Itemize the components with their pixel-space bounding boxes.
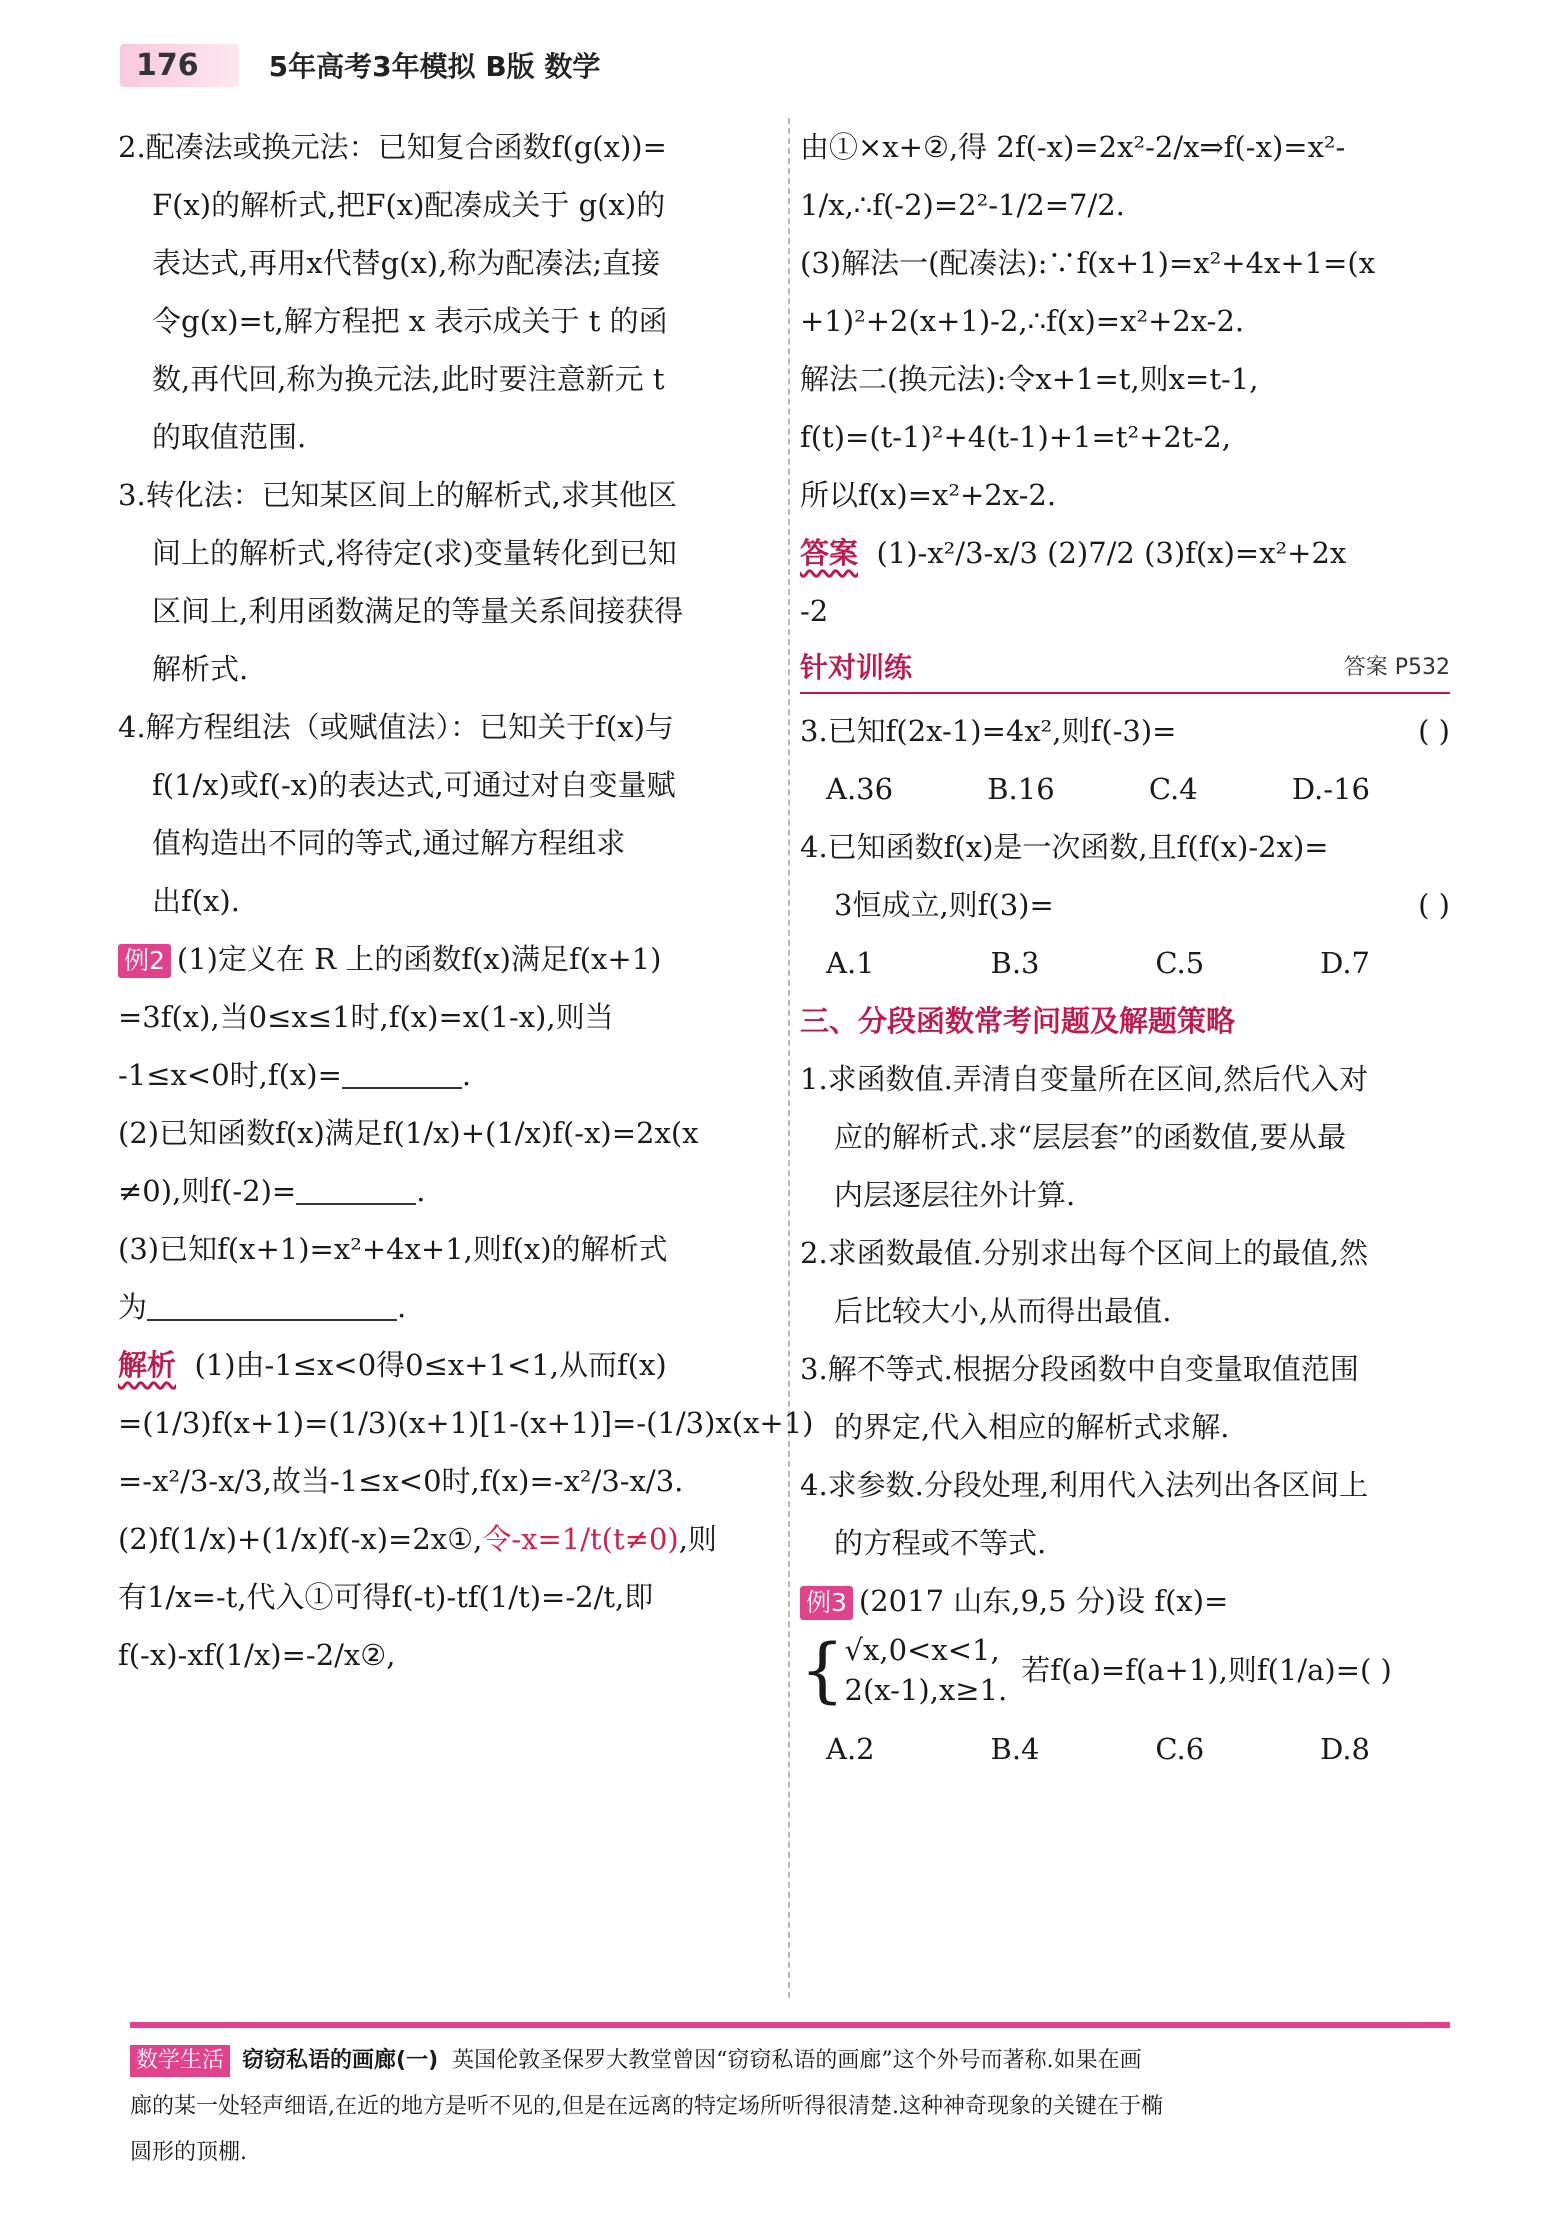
choice-option[interactable]: A.2 — [826, 1732, 875, 1766]
method-line: 解析式. — [152, 652, 249, 686]
condition-text: 若f(a)=f(a+1),则f(1/a)=( ) — [1021, 1653, 1392, 1687]
answer-text: -2 — [800, 594, 829, 628]
solution-line: f(t)=(t-1)²+4(t-1)+1=t²+2t-2, — [800, 420, 1231, 454]
page-number: 176 — [120, 44, 239, 87]
method-line: 间上的解析式,将待定(求)变量转化到已知 — [152, 536, 677, 570]
question-3 — [800, 702, 1450, 760]
choices-q4 — [800, 934, 1450, 992]
strategy-line: 2.求函数最值.分别求出每个区间上的最值,然 — [800, 1236, 1369, 1270]
question-4-cont — [800, 876, 1450, 934]
example-text: (3)已知f(x+1)=x²+4x+1,则f(x)的解析式 — [118, 1232, 668, 1266]
choice-option[interactable]: A.36 — [826, 772, 894, 806]
example-line: 为 . — [118, 1290, 407, 1324]
strategy-line: 3.解不等式.根据分段函数中自变量取值范围 — [800, 1352, 1359, 1386]
method-line: 表达式,再用x代替g(x),称为配凑法;直接 — [152, 246, 661, 280]
analysis-text: (2)f(1/x)+(1/x)f(-x)=2x①, — [118, 1522, 483, 1556]
choice-option[interactable]: A.1 — [826, 946, 875, 980]
strategy-line: 1.求函数值.弄清自变量所在区间,然后代入对 — [800, 1062, 1369, 1096]
analysis-text: =(1/3)f(x+1)=(1/3)(x+1)[1-(x+1)]=-(1/3)x(x+1) — [118, 1406, 814, 1440]
answer-blank[interactable] — [296, 1173, 416, 1205]
method-line: 区间上,利用函数满足的等量关系间接获得 — [152, 594, 684, 628]
solution-line: 1/x,∴f(-2)=2²-1/2=7/2. — [800, 188, 1125, 222]
example-text: 为 — [118, 1290, 148, 1324]
math-life-title: 窃窃私语的画廊(一) — [242, 2048, 439, 2073]
answer-paren[interactable]: ( ) — [1418, 714, 1450, 748]
analysis-text: =-x²/3-x/3,故当-1≤x<0时,f(x)=-x²/3-x/3. — [118, 1464, 684, 1498]
answer-tag: 答案 — [800, 536, 859, 570]
math-life-text: 英国伦敦圣保罗大教堂曾因“窃窃私语的画廊”这个外号而著称.如果在画 — [452, 2048, 1142, 2073]
answer-blank[interactable] — [147, 1289, 397, 1321]
method-line: F(x)的解析式,把F(x)配凑成关于 g(x)的 — [152, 188, 666, 222]
question-text: 3.已知f(2x-1)=4x²,则f(-3)= — [800, 714, 1177, 748]
training-title: 针对训练 — [800, 651, 913, 684]
analysis-text: (1)由-1≤x<0得0≤x+1<1,从而f(x) — [194, 1348, 667, 1382]
choice-option[interactable]: B.4 — [990, 1732, 1040, 1766]
solution-line: +1)²+2(x+1)-2,∴f(x)=x²+2x-2. — [800, 304, 1245, 338]
choice-option[interactable]: C.4 — [1148, 772, 1198, 806]
analysis-line — [118, 1510, 768, 1568]
math-life-text: 廊的某一处轻声细语,在近的地方是听不见的,但是在远离的特定场所听得很清楚.这种神奇现象的关键在于椭 — [130, 2094, 1163, 2119]
strategy-line: 内层逐层往外计算. — [834, 1178, 1076, 1212]
choice-option[interactable]: C.5 — [1155, 946, 1205, 980]
example-text: (2017 山东,9,5 分)设 f(x)= — [858, 1584, 1229, 1618]
strategy-line: 后比较大小,从而得出最值. — [834, 1294, 1172, 1328]
example-text: (2)已知函数f(x)满足f(1/x)+(1/x)f(-x)=2x(x — [118, 1116, 699, 1150]
example-3 — [800, 1572, 1450, 1630]
analysis-tag: 解析 — [118, 1348, 177, 1382]
example-tag: 例3 — [800, 1586, 853, 1620]
math-life-box — [130, 2022, 1450, 2176]
example-text: (1)定义在 R 上的函数f(x)满足f(x+1) — [176, 942, 662, 976]
analysis-text: ,则 — [678, 1522, 717, 1556]
answer-page-ref: 答案 P532 — [1343, 655, 1450, 680]
strategy-line: 4.求参数.分段处理,利用代入法列出各区间上 — [800, 1468, 1369, 1502]
method-line: 的取值范围. — [152, 420, 307, 454]
example-line: ≠0),则f(-2)= . — [118, 1174, 426, 1208]
right-column — [800, 118, 1450, 1778]
question-text: 3恒成立,则f(3)= — [834, 888, 1054, 922]
choice-option[interactable]: B.3 — [990, 946, 1040, 980]
answer-blank[interactable] — [342, 1057, 462, 1089]
solution-line: 解法二(换元法):令x+1=t,则x=t-1, — [800, 362, 1259, 396]
answer-paren[interactable]: ( ) — [1418, 888, 1450, 922]
example-text: -1≤x<0时,f(x)= — [118, 1058, 342, 1092]
left-column — [118, 118, 814, 1684]
solution-line: 由①×x+②,得 2f(-x)=2x²-2/x⇒f(-x)=x²- — [800, 130, 1346, 164]
method-line: 2.配凑法或换元法：已知复合函数f(g(x))= — [118, 130, 667, 164]
answer-text: (1)-x²/3-x/3 (2)7/2 (3)f(x)=x²+2x — [876, 536, 1347, 570]
method-line: 4.解方程组法（或赋值法）：已知关于f(x)与 — [118, 710, 674, 744]
substitution-text: 令-x=1/t(t≠0) — [482, 1522, 679, 1556]
piece-2: 2(x-1),x≥1. — [844, 1673, 1008, 1707]
analysis-text: f(-x)-xf(1/x)=-2/x②, — [118, 1638, 396, 1672]
example-text: =3f(x),当0≤x≤1时,f(x)=x(1-x),则当 — [118, 1000, 614, 1034]
strategy-line: 应的解析式.求“层层套”的函数值,要从最 — [834, 1120, 1347, 1154]
choice-option[interactable]: D.8 — [1320, 1732, 1370, 1766]
solution-line: (3)解法一(配凑法):∵f(x+1)=x²+4x+1=(x — [800, 246, 1376, 280]
method-line: 值构造出不同的等式,通过解方程组求 — [152, 826, 626, 860]
method-line: 3.转化法：已知某区间上的解析式,求其他区 — [118, 478, 677, 512]
choice-option[interactable]: D.-16 — [1291, 772, 1370, 806]
answer-line — [800, 524, 1450, 582]
choices-q3 — [800, 760, 1450, 818]
piecewise-block — [800, 1630, 1450, 1710]
example-tag: 例2 — [118, 944, 171, 978]
question-4: 4.已知函数f(x)是一次函数,且f(f(x)-2x)= — [800, 830, 1329, 864]
math-life-tag: 数学生活 — [130, 2045, 230, 2077]
method-line: 令g(x)=t,解方程把 x 表示成关于 t 的函 — [152, 304, 668, 338]
example-line: -1≤x<0时,f(x)= . — [118, 1058, 472, 1092]
choices-ex3 — [800, 1720, 1450, 1778]
method-line: f(1/x)或f(-x)的表达式,可通过对自变量赋 — [152, 768, 676, 802]
piece-1: √x,0<x<1, — [844, 1633, 1000, 1667]
column-divider — [788, 118, 790, 1998]
choice-option[interactable]: C.6 — [1155, 1732, 1205, 1766]
training-header — [800, 644, 1450, 694]
strategy-line: 的方程或不等式. — [834, 1526, 1047, 1560]
section-heading: 三、分段函数常考问题及解题策略 — [800, 1004, 1236, 1038]
book-title: 5年高考3年模拟 B版 数学 — [268, 50, 601, 83]
example-text: ≠0),则f(-2)= — [118, 1174, 297, 1208]
method-line: 出f(x). — [152, 884, 240, 918]
analysis-text: 有1/x=-t,代入①可得f(-t)-tf(1/t)=-2/t,即 — [118, 1580, 654, 1614]
strategy-line: 的界定,代入相应的解析式求解. — [834, 1410, 1230, 1444]
brace-icon: { — [800, 1629, 845, 1711]
analysis-line — [118, 1336, 768, 1394]
example-2 — [118, 930, 768, 988]
solution-line: 所以f(x)=x²+2x-2. — [800, 478, 1057, 512]
page-header — [120, 30, 600, 100]
choice-option[interactable]: D.7 — [1320, 946, 1370, 980]
method-line: 数,再代回,称为换元法,此时要注意新元 t — [152, 362, 665, 396]
math-life-text: 圆形的顶棚. — [130, 2140, 247, 2165]
choice-option[interactable]: B.16 — [987, 772, 1055, 806]
